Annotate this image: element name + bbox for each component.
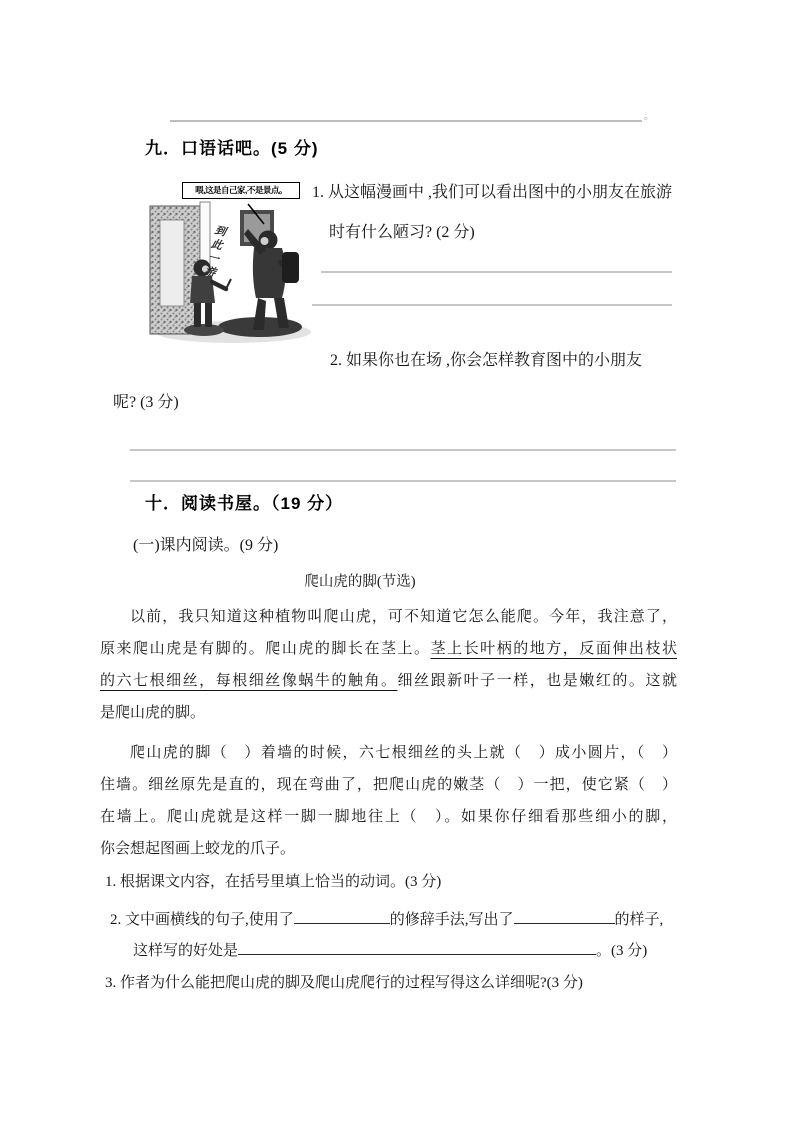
section9-header: 九．口语话吧。(5 分) bbox=[145, 139, 319, 158]
comic-speech-bubble: 喂,这是自己家,不是景点。 bbox=[182, 182, 300, 199]
oral-q2-answer-line-1[interactable] bbox=[130, 433, 676, 451]
passage-line bbox=[100, 665, 677, 697]
reading-q2-blank-2[interactable] bbox=[514, 910, 615, 924]
oral-question-1-line1: 1. 从这幅漫画中 ,我们可以看出图中的小朋友在旅游 bbox=[312, 184, 673, 201]
passage-line bbox=[100, 633, 677, 665]
passage-line: 在墙上。爬山虎就是这样一脚一脚地往上（ ）。如果你仔细看那些细小的脚， bbox=[100, 809, 677, 825]
reading-question-1: 1. 根据课文内容，在括号里填上恰当的动词。(3 分) bbox=[105, 874, 442, 890]
passage-title: 爬山虎的脚(节选) bbox=[304, 574, 416, 590]
passage-segment: 原来爬山虎是有脚的。爬山虎的脚长在茎上。 bbox=[100, 641, 431, 657]
answer-rule[interactable] bbox=[170, 106, 642, 122]
comic-drawing bbox=[148, 180, 312, 346]
comic-illustration bbox=[148, 180, 312, 346]
underlined-passage-segment: 的六七根细丝，每根细丝像蜗牛的触角。 bbox=[100, 673, 398, 689]
oral-question-2-line1: 2. 如果你也在场 ,你会怎样教育图中的小朋友 bbox=[330, 352, 643, 369]
top-answer-line[interactable] bbox=[170, 106, 654, 122]
reading-question-3: 3. 作者为什么能把爬山虎的脚及爬山虎爬行的过程写得这么详细呢?(3 分) bbox=[105, 975, 583, 991]
comic-graffiti-text: 到此一游 bbox=[201, 223, 227, 281]
reading-question-2-line1 bbox=[110, 904, 680, 936]
oral-question-1-line2: 时有什么陋习? (2 分) bbox=[329, 224, 475, 241]
reading-q2-blank-1[interactable] bbox=[294, 910, 390, 924]
oral-q2-answer-line-2[interactable] bbox=[130, 464, 676, 482]
underlined-passage-segment: 茎上长叶柄的地方，反面伸出枝状 bbox=[430, 641, 677, 657]
passage-paragraph-2 bbox=[100, 737, 677, 865]
passage-line: 你会想起图画上蛟龙的爪子。 bbox=[100, 841, 296, 857]
passage-line: 爬山虎的脚（ ）着墙的时候，六七根细丝的头上就（ ）成小圆片，（ ） bbox=[130, 745, 677, 761]
reading-q2-part2: 的修辞手法,写出了 bbox=[389, 912, 514, 928]
reading-q2-blank-3[interactable] bbox=[238, 941, 596, 955]
passage-line: 住墙。细丝原先是直的，现在弯曲了，把爬山虎的嫩茎（ ）一把，使它紧（ ） bbox=[100, 777, 677, 793]
reading-q2-part3: 的样子, bbox=[614, 912, 664, 928]
passage-line: 是爬山虎的脚。 bbox=[100, 705, 206, 721]
passage-paragraph-1 bbox=[100, 601, 677, 729]
oral-q1-answer-line-2[interactable] bbox=[312, 288, 672, 306]
passage-line: 以前，我只知道这种植物叫爬山虎，可不知道它怎么能爬。今年，我注意了， bbox=[130, 609, 677, 625]
oral-question-2-line2: 呢? (3 分) bbox=[113, 394, 179, 411]
sentence-period: 。 bbox=[644, 111, 654, 122]
reading-q2-part1: 2. 文中画横线的句子,使用了 bbox=[110, 912, 294, 928]
reading-q2-line2-part1: 这样写的好处是 bbox=[133, 943, 239, 959]
oral-q1-answer-line-1[interactable] bbox=[321, 255, 672, 273]
reading-question-2-line2 bbox=[133, 935, 681, 967]
section10-subheader: (一)课内阅读。(9 分) bbox=[133, 537, 279, 554]
reading-q2-line2-part2: 。(3 分) bbox=[596, 943, 648, 959]
oral-question-1 bbox=[312, 173, 684, 253]
section10-header: 十．阅读书屋。（19 分） bbox=[145, 494, 344, 513]
passage-segment: 细丝跟新叶子一样，也是嫩红的。这就 bbox=[397, 673, 677, 689]
